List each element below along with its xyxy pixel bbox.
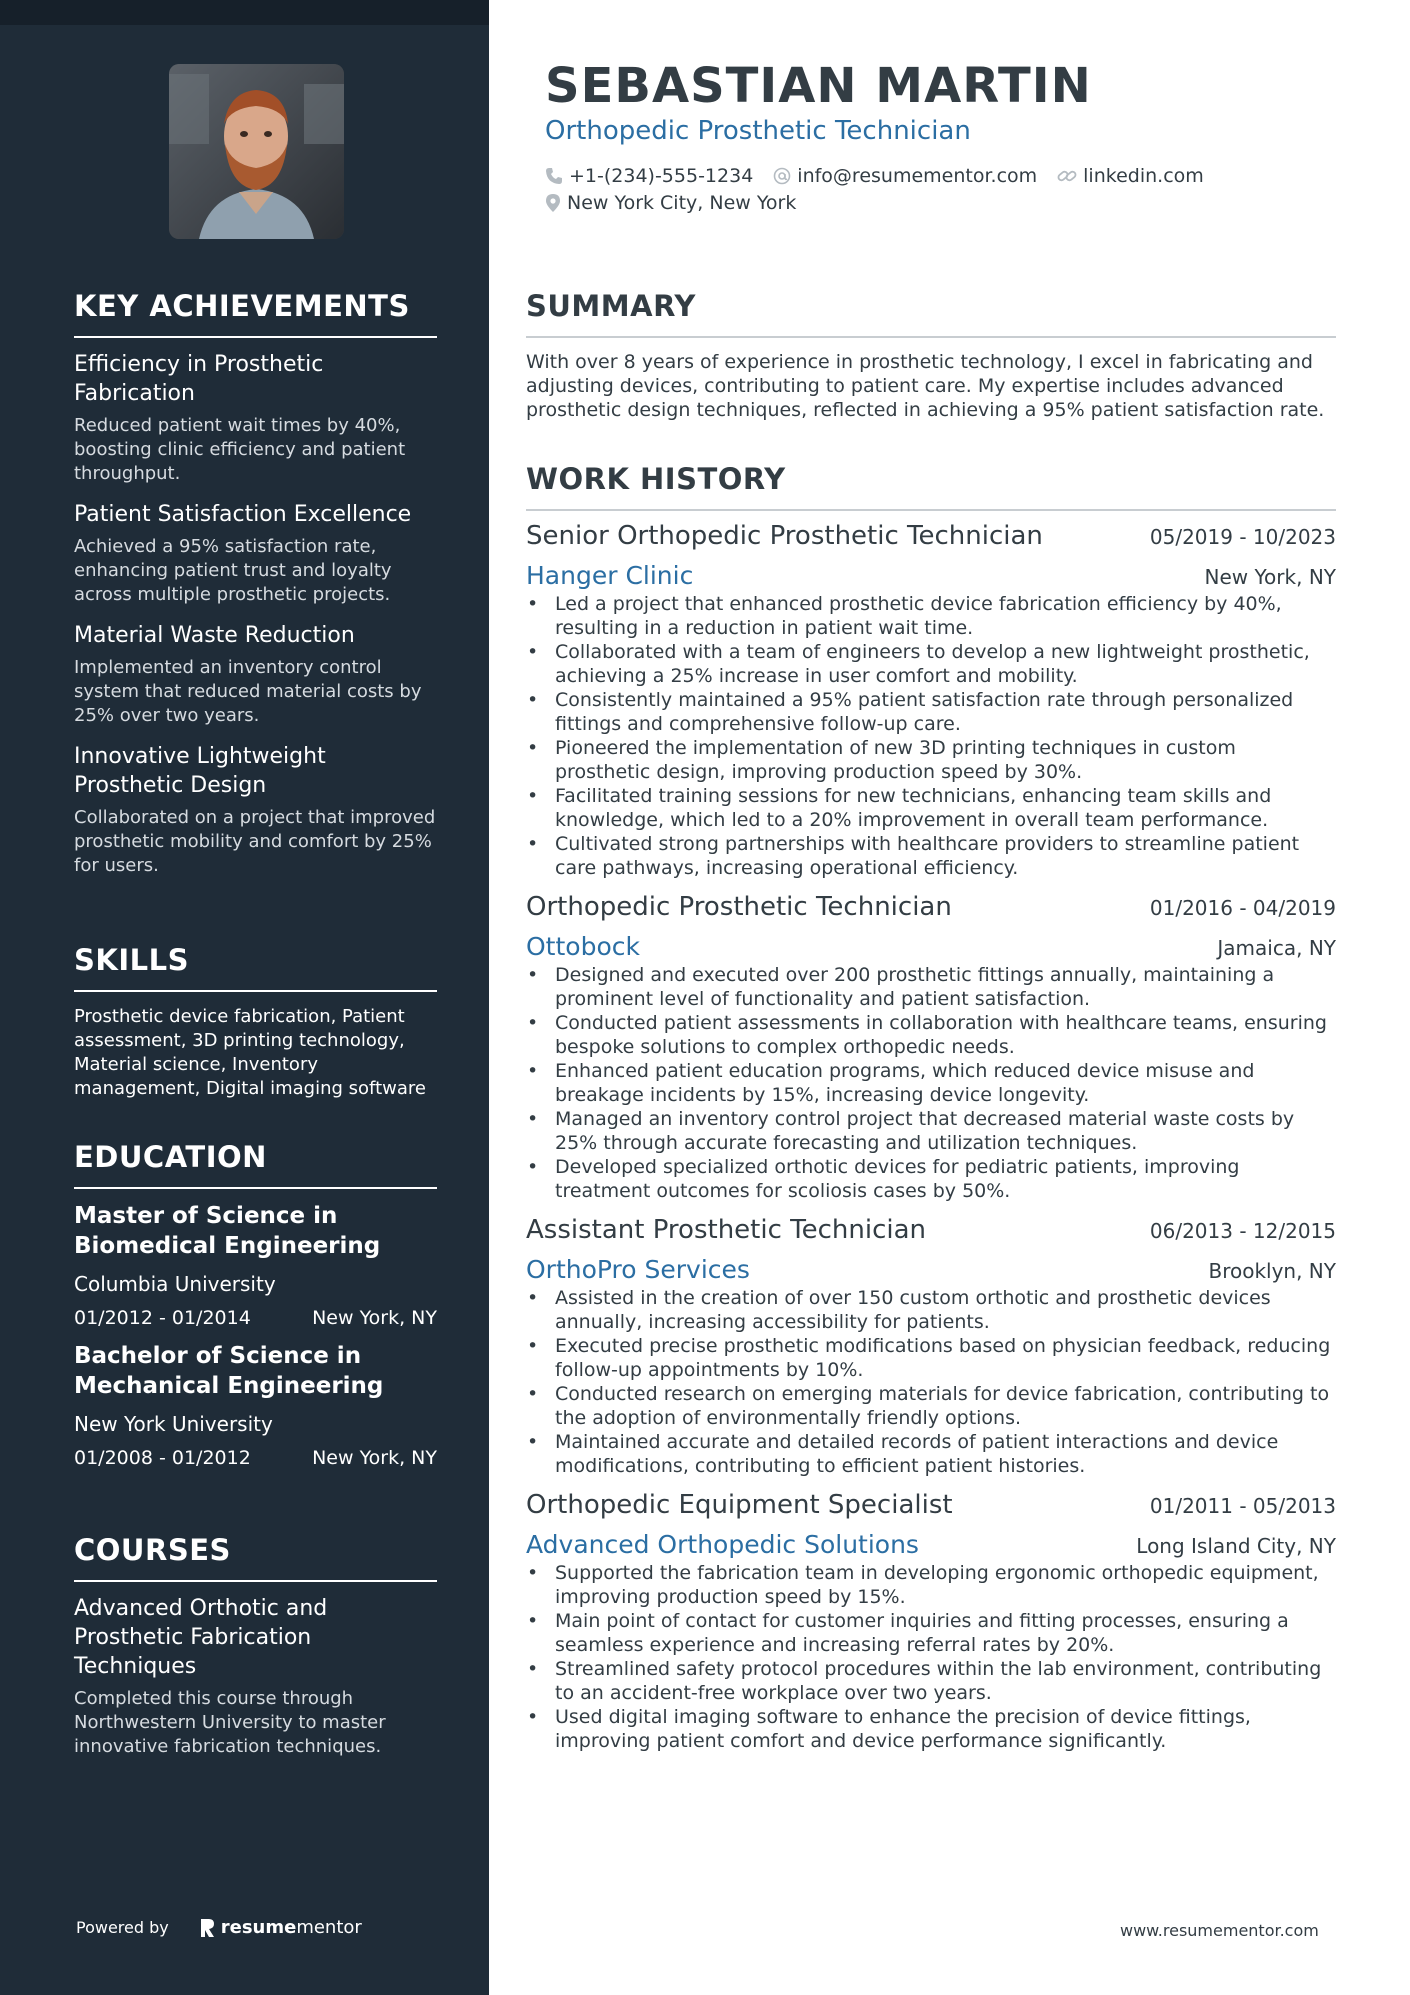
education-location: New York, NY [312,1307,437,1329]
skills-text: Prosthetic device fabrication, Patient assessment, 3D printing technology, Material science, Inventory management, Digital imaging software [74,1006,426,1099]
job-role: Senior Orthopedic Prosthetic Technician [526,521,1043,551]
contact-location [545,192,796,214]
job-company: Advanced Orthopedic Solutions [526,1530,919,1559]
job-location: Jamaica, NY [1217,936,1336,960]
job-bullet: • Designed and executed over 200 prosthetic fittings annually, maintaining a prominent level of functionality and patient satisfaction. [526,963,1336,1011]
summary-section [526,289,1336,422]
brand-logo-link[interactable] [199,1917,362,1938]
contact-row [545,165,1224,187]
phone-icon [545,167,563,185]
linkedin-text: linkedin.com [1083,165,1204,187]
avatar [169,64,344,239]
job-location: Long Island City, NY [1136,1534,1336,1558]
job-bullet: • Developed specialized orthotic devices for pediatric patients, improving treatment outcomes for scoliosis cases by 50%. [526,1155,1336,1203]
job-role: Orthopedic Equipment Specialist [526,1490,953,1520]
job-location: Brooklyn, NY [1208,1259,1336,1283]
achievement-desc: Collaborated on a project that improved prosthetic mobility and comfort by 25% for users. [74,807,436,876]
achievements-heading: KEY ACHIEVEMENTS [74,289,437,338]
job-bullet: • Pioneered the implementation of new 3D printing techniques in custom prosthetic design, improving production speed by 30%. [526,736,1336,784]
education-dates: 01/2008 - 01/2012 [74,1447,251,1469]
job-entry [526,1490,1336,1753]
candidate-title: Orthopedic Prosthetic Technician [545,116,971,146]
powered-by [76,1917,362,1938]
education-item [74,1341,437,1469]
contact-email[interactable] [773,165,1037,187]
job-bullet: • Cultivated strong partnerships with healthcare providers to streamline patient care pathways, increasing operational efficiency. [526,832,1336,880]
skills-heading: SKILLS [74,943,437,992]
course-title: Advanced Orthotic and Prosthetic Fabrication Techniques [74,1596,328,1679]
education-degree: Bachelor of Science in Mechanical Engineering [74,1343,384,1399]
location-pin-icon [545,193,561,213]
education-section [74,1140,437,1479]
job-bullet: • Collaborated with a team of engineers to develop a new lightweight prosthetic, achieving a 25% increase in user comfort and mobility. [526,640,1336,688]
courses-section [74,1533,437,1773]
location-text: New York City, New York [567,192,797,214]
job-bullets [526,1286,1336,1478]
achievement-item [74,742,437,878]
achievement-title: Innovative Lightweight Prosthetic Design [74,744,326,798]
link-icon [1057,167,1077,185]
achievement-desc: Achieved a 95% satisfaction rate, enhancing patient trust and loyalty across multiple prosthetic projects. [74,536,392,605]
job-role: Assistant Prosthetic Technician [526,1215,927,1245]
achievement-title: Efficiency in Prosthetic Fabrication [74,352,324,406]
education-item [74,1201,437,1329]
job-bullet: • Facilitated training sessions for new technicians, enhancing team skills and knowledge, which led to a 20% improvement in overall team performance. [526,784,1336,832]
courses-heading: COURSES [74,1533,437,1582]
phone-text: +1-(234)-555-1234 [569,165,754,187]
education-location: New York, NY [312,1447,437,1469]
job-dates: 05/2019 - 10/2023 [1149,525,1336,549]
footer-url-link[interactable]: www.resumementor.com [1120,1921,1319,1940]
at-sign-icon [773,167,791,185]
sidebar-top-strip [0,0,489,25]
avatar-photo [169,64,344,239]
job-bullets [526,963,1336,1203]
achievement-title: Material Waste Reduction [74,623,355,648]
job-bullets [526,1561,1336,1753]
job-bullet: • Enhanced patient education programs, which reduced device misuse and breakage incidents by 15%, increasing device longevity. [526,1059,1336,1107]
job-company: Ottobock [526,932,640,961]
contact-row-location [545,192,816,214]
achievements-section [74,289,437,892]
job-entry [526,892,1336,1203]
job-bullet: • Streamlined safety protocol procedures within the lab environment, contributing to an accident-free workplace over two years. [526,1657,1336,1705]
education-school: Columbia University [74,1272,276,1296]
job-bullet: • Executed precise prosthetic modifications based on physician feedback, reducing follow-up appointments by 10%. [526,1334,1336,1382]
achievement-item [74,500,437,607]
job-bullet: • Consistently maintained a 95% patient satisfaction rate through personalized fittings and comprehensive follow-up care. [526,688,1336,736]
job-bullet: • Led a project that enhanced prosthetic device fabrication efficiency by 40%, resulting in a reduction in patient wait time. [526,592,1336,640]
job-dates: 01/2011 - 05/2013 [1149,1494,1336,1518]
sidebar [0,0,489,1995]
job-bullet: • Supported the fabrication team in developing ergonomic orthopedic equipment, improving production speed by 15%. [526,1561,1336,1609]
job-company: OrthoPro Services [526,1255,750,1284]
skills-section [74,943,437,1101]
work-history-section [526,462,1336,1753]
email-text: info@resumementor.com [797,165,1038,187]
job-bullet: • Used digital imaging software to enhance the precision of device fittings, improving patient comfort and device performance significantly. [526,1705,1336,1753]
brand-name-rest: mentor [296,1917,362,1938]
job-company: Hanger Clinic [526,561,694,590]
achievement-title: Patient Satisfaction Excellence [74,502,412,527]
education-degree: Master of Science in Biomedical Engineering [74,1203,381,1259]
achievement-desc: Implemented an inventory control system that reduced material costs by 25% over two years. [74,657,422,726]
job-dates: 06/2013 - 12/2015 [1149,1219,1336,1243]
brand-name-bold: resume [220,1917,297,1938]
summary-heading: SUMMARY [526,289,1336,338]
powered-by-label: Powered by [76,1918,169,1937]
candidate-name: SEBASTIAN MARTIN [545,58,1092,114]
course-item [74,1594,437,1759]
job-bullet: • Assisted in the creation of over 150 custom orthotic and prosthetic devices annually, increasing accessibility for patients. [526,1286,1336,1334]
job-bullets [526,592,1336,880]
job-bullet: • Managed an inventory control project that decreased material waste costs by 25% through accurate forecasting and utilization techniques. [526,1107,1336,1155]
achievement-item [74,350,437,486]
education-dates: 01/2012 - 01/2014 [74,1307,251,1329]
job-bullet: • Maintained accurate and detailed records of patient interactions and device modifications, contributing to efficient patient histories. [526,1430,1336,1478]
resumementor-logo-icon [199,1918,215,1938]
job-bullet: • Main point of contact for customer inquiries and fitting processes, ensuring a seamless experience and increasing referral rates by 20%. [526,1609,1336,1657]
job-bullet: • Conducted patient assessments in collaboration with healthcare teams, ensuring bespoke solutions to complex orthopedic needs. [526,1011,1336,1059]
job-entry [526,521,1336,880]
education-school: New York University [74,1412,273,1436]
contact-phone[interactable] [545,165,753,187]
job-dates: 01/2016 - 04/2019 [1149,896,1336,920]
job-entry [526,1215,1336,1478]
education-heading: EDUCATION [74,1140,437,1189]
work-history-heading: WORK HISTORY [526,462,1336,511]
job-role: Orthopedic Prosthetic Technician [526,892,952,922]
summary-text: With over 8 years of experience in prosthetic technology, I excel in fabricating and adjusting devices, contributing to patient care. My expertise includes advanced prosthetic design techniques, reflected in achieving a 95% patient satisfaction rate. [526,351,1325,421]
job-location: New York, NY [1204,565,1336,589]
achievement-item [74,621,437,728]
course-desc: Completed this course through Northwestern University to master innovative fabrication techniques. [74,1688,386,1757]
contact-linkedin[interactable] [1057,165,1204,187]
achievement-desc: Reduced patient wait times by 40%, boosting clinic efficiency and patient throughput. [74,415,406,484]
job-bullet: • Conducted research on emerging materials for device fabrication, contributing to the adoption of environmentally friendly options. [526,1382,1336,1430]
